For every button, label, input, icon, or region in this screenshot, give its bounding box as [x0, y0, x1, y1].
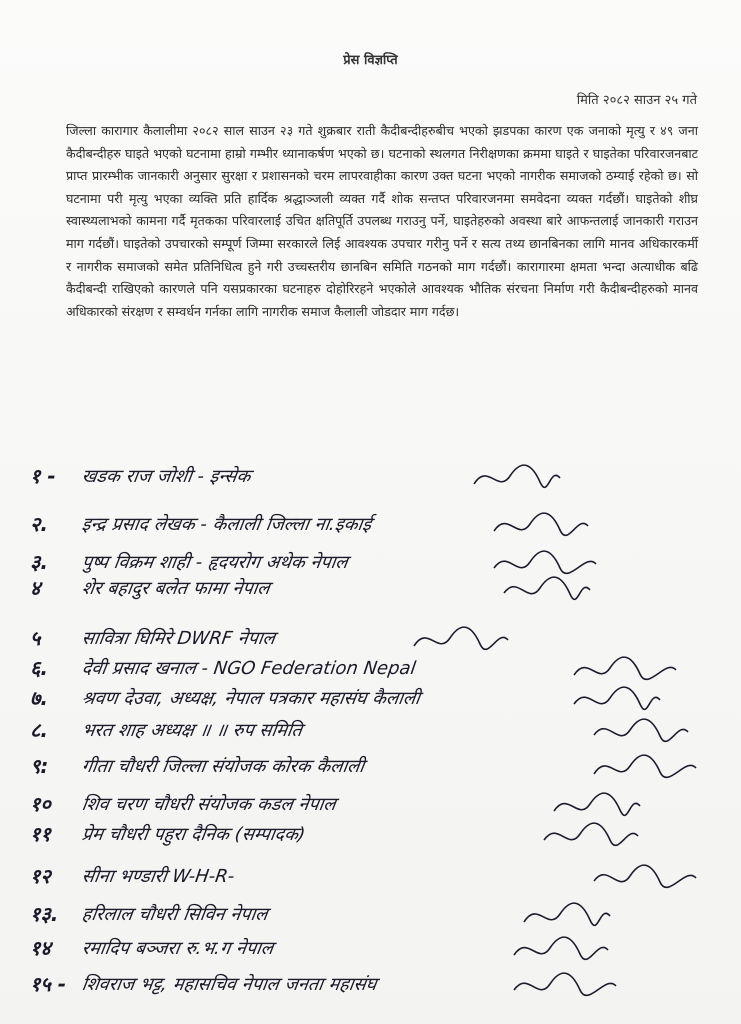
signatory-number: ३. [30, 550, 48, 574]
signatory-number: ११ [30, 822, 51, 846]
signatory-number: ५ [30, 626, 41, 650]
signatory-number: ८. [30, 718, 48, 742]
signatory-name: पुष्प विक्रम शाही - हृदयरोग अथेक नेपाल [80, 552, 350, 573]
signatory-number: ४ [30, 576, 41, 600]
handwritten-signature [490, 506, 610, 546]
handwritten-signature [470, 458, 590, 498]
signatory-name: हरिलाल चौधरी सिविन नेपाल [80, 904, 269, 925]
signatory-number: ७. [30, 686, 48, 710]
signatory-row [30, 462, 720, 498]
document-body: जिल्ला कारागार कैलालीमा २०८२ साल साउन २३ गते शुक्रबार राती कैदीबन्दीहरुबीच भएको झडपका कारण एक जनाको मृत्यु र ४९ जना कैदीबन्दीहरु घाइते भएको घटनामा हाम्रो गम्भीर ध्यानाकर्षण भएको छ। घटनाको स्थलगत निरीक्षणका क्रममा घाइते र घाइतेका परिवारजनबाट प्राप्त प्रारम्भीक जानकारी अनुसार सुरक्षा र प्रशासनको चरम लापरवाहीका कारण उक्त घटना भएको नागरीक समाजको ठम्याई रहेको छ। सो घटनामा परी मृत्यु भएका व्यक्ति प्रति हार्दिक श्रद्धाञ्जली व्यक्त गर्दै शोक सन्तप्त परिवारजनमा समवेदना व्यक्त गर्दछौं। घाइतेको शीघ्र स्वास्थ्यलाभको कामना गर्दै मृतकका परिवारलाई उचित क्षतिपूर्ति उपलब्ध गराउनु पर्ने, घाइतेहरुको अवस्था बारे आफन्तलाई जानकारी गराउन माग गर्दछौं। घाइतेको उपचारको सम्पूर्ण जिम्मा सरकारले लिई आवश्यक उपचार गरीनु पर्ने र सत्य तथ्य छानबिनका लागि मानव अधिकारकर्मी र नागरीक समाजको समेत प्रतिनिधित्व हुने गरी उच्चस्तरीय छानबिन समिति गठनको माग गर्दछौं। कारागारमा क्षमता भन्दा अत्याधीक बढि कैदीबन्दी राखिएको कारणले पनि यसप्रकारका घटनाहरु दोहोरिरहने भएकोले आवश्यक भौतिक संरचना निर्माण गरी कैदीबन्दीहरुको मानव अधिकारको संरक्षण र सम्वर्धन गर्नका लागि नागरीक समाज कैलाली जोडदार माग गर्दछ। [66, 123, 698, 319]
signatory-number: १२ [30, 864, 51, 888]
signatory-number: १० [30, 792, 51, 816]
handwritten-signature [500, 570, 620, 610]
signatory-number: २. [30, 512, 48, 536]
signatory-name: सावित्रा घिमिरे DWRF नेपाल [80, 628, 277, 649]
handwritten-signature [540, 816, 660, 856]
signatory-name: प्रेम चौधरी पहुरा दैनिक (सम्पादक) [80, 824, 307, 845]
signatory-row [30, 716, 720, 752]
handwritten-signature [510, 966, 630, 1006]
signatory-name: देवी प्रसाद खनाल - NGO Federation Nepal [80, 658, 418, 679]
handwritten-signature [590, 712, 710, 752]
handwritten-signature [590, 748, 710, 788]
signatory-name: शिवराज भट्ट, महासचिव नेपाल जनता महासंघ [80, 974, 378, 995]
document-date: मिति २०८२ साउन २५ गते [576, 93, 697, 108]
signatory-row [30, 752, 720, 788]
signatory-name: रमादिप बञ्जरा रु.भ.ग नेपाल [80, 938, 275, 959]
page-title: प्रेस विज्ञप्ति [343, 53, 398, 68]
signatory-row [30, 970, 720, 1006]
signatory-row [30, 820, 720, 856]
handwritten-signature [510, 930, 630, 970]
signatory-name: शेर बहादुर बलेत फामा नेपाल [80, 578, 272, 599]
signatory-name: भरत शाह अध्यक्ष ॥ ॥ रुप समिति [80, 720, 304, 741]
signatory-name: शिव चरण चौधरी संयोजक कडल नेपाल [80, 794, 338, 815]
signatory-name: गीता चौधरी जिल्ला संयोजक कोरक कैलाली [80, 756, 366, 777]
signatory-name: सीना भण्डारी W-H-R- [80, 866, 236, 887]
signatory-number: १४ [30, 936, 51, 960]
signatory-number: ९: [30, 754, 49, 778]
signatory-name: इन्द्र प्रसाद लेखक - कैलाली जिल्ला ना.इकाई [80, 514, 373, 535]
signatory-number: ६. [30, 656, 48, 680]
signatory-row [30, 574, 720, 610]
signatory-number: १५ - [30, 972, 67, 996]
signatory-row [30, 862, 720, 898]
signatory-name: श्रवण देउवा, अध्यक्ष, नेपाल पत्रकार महासंघ कैलाली [80, 688, 422, 709]
signatory-number: १ - [30, 464, 56, 488]
handwritten-signature [590, 858, 710, 898]
signatory-row [30, 510, 720, 546]
signatory-name: खडक राज जोशी - इन्सेक [80, 466, 252, 487]
signatory-row [30, 934, 720, 970]
signatory-number: १३. [30, 902, 59, 926]
